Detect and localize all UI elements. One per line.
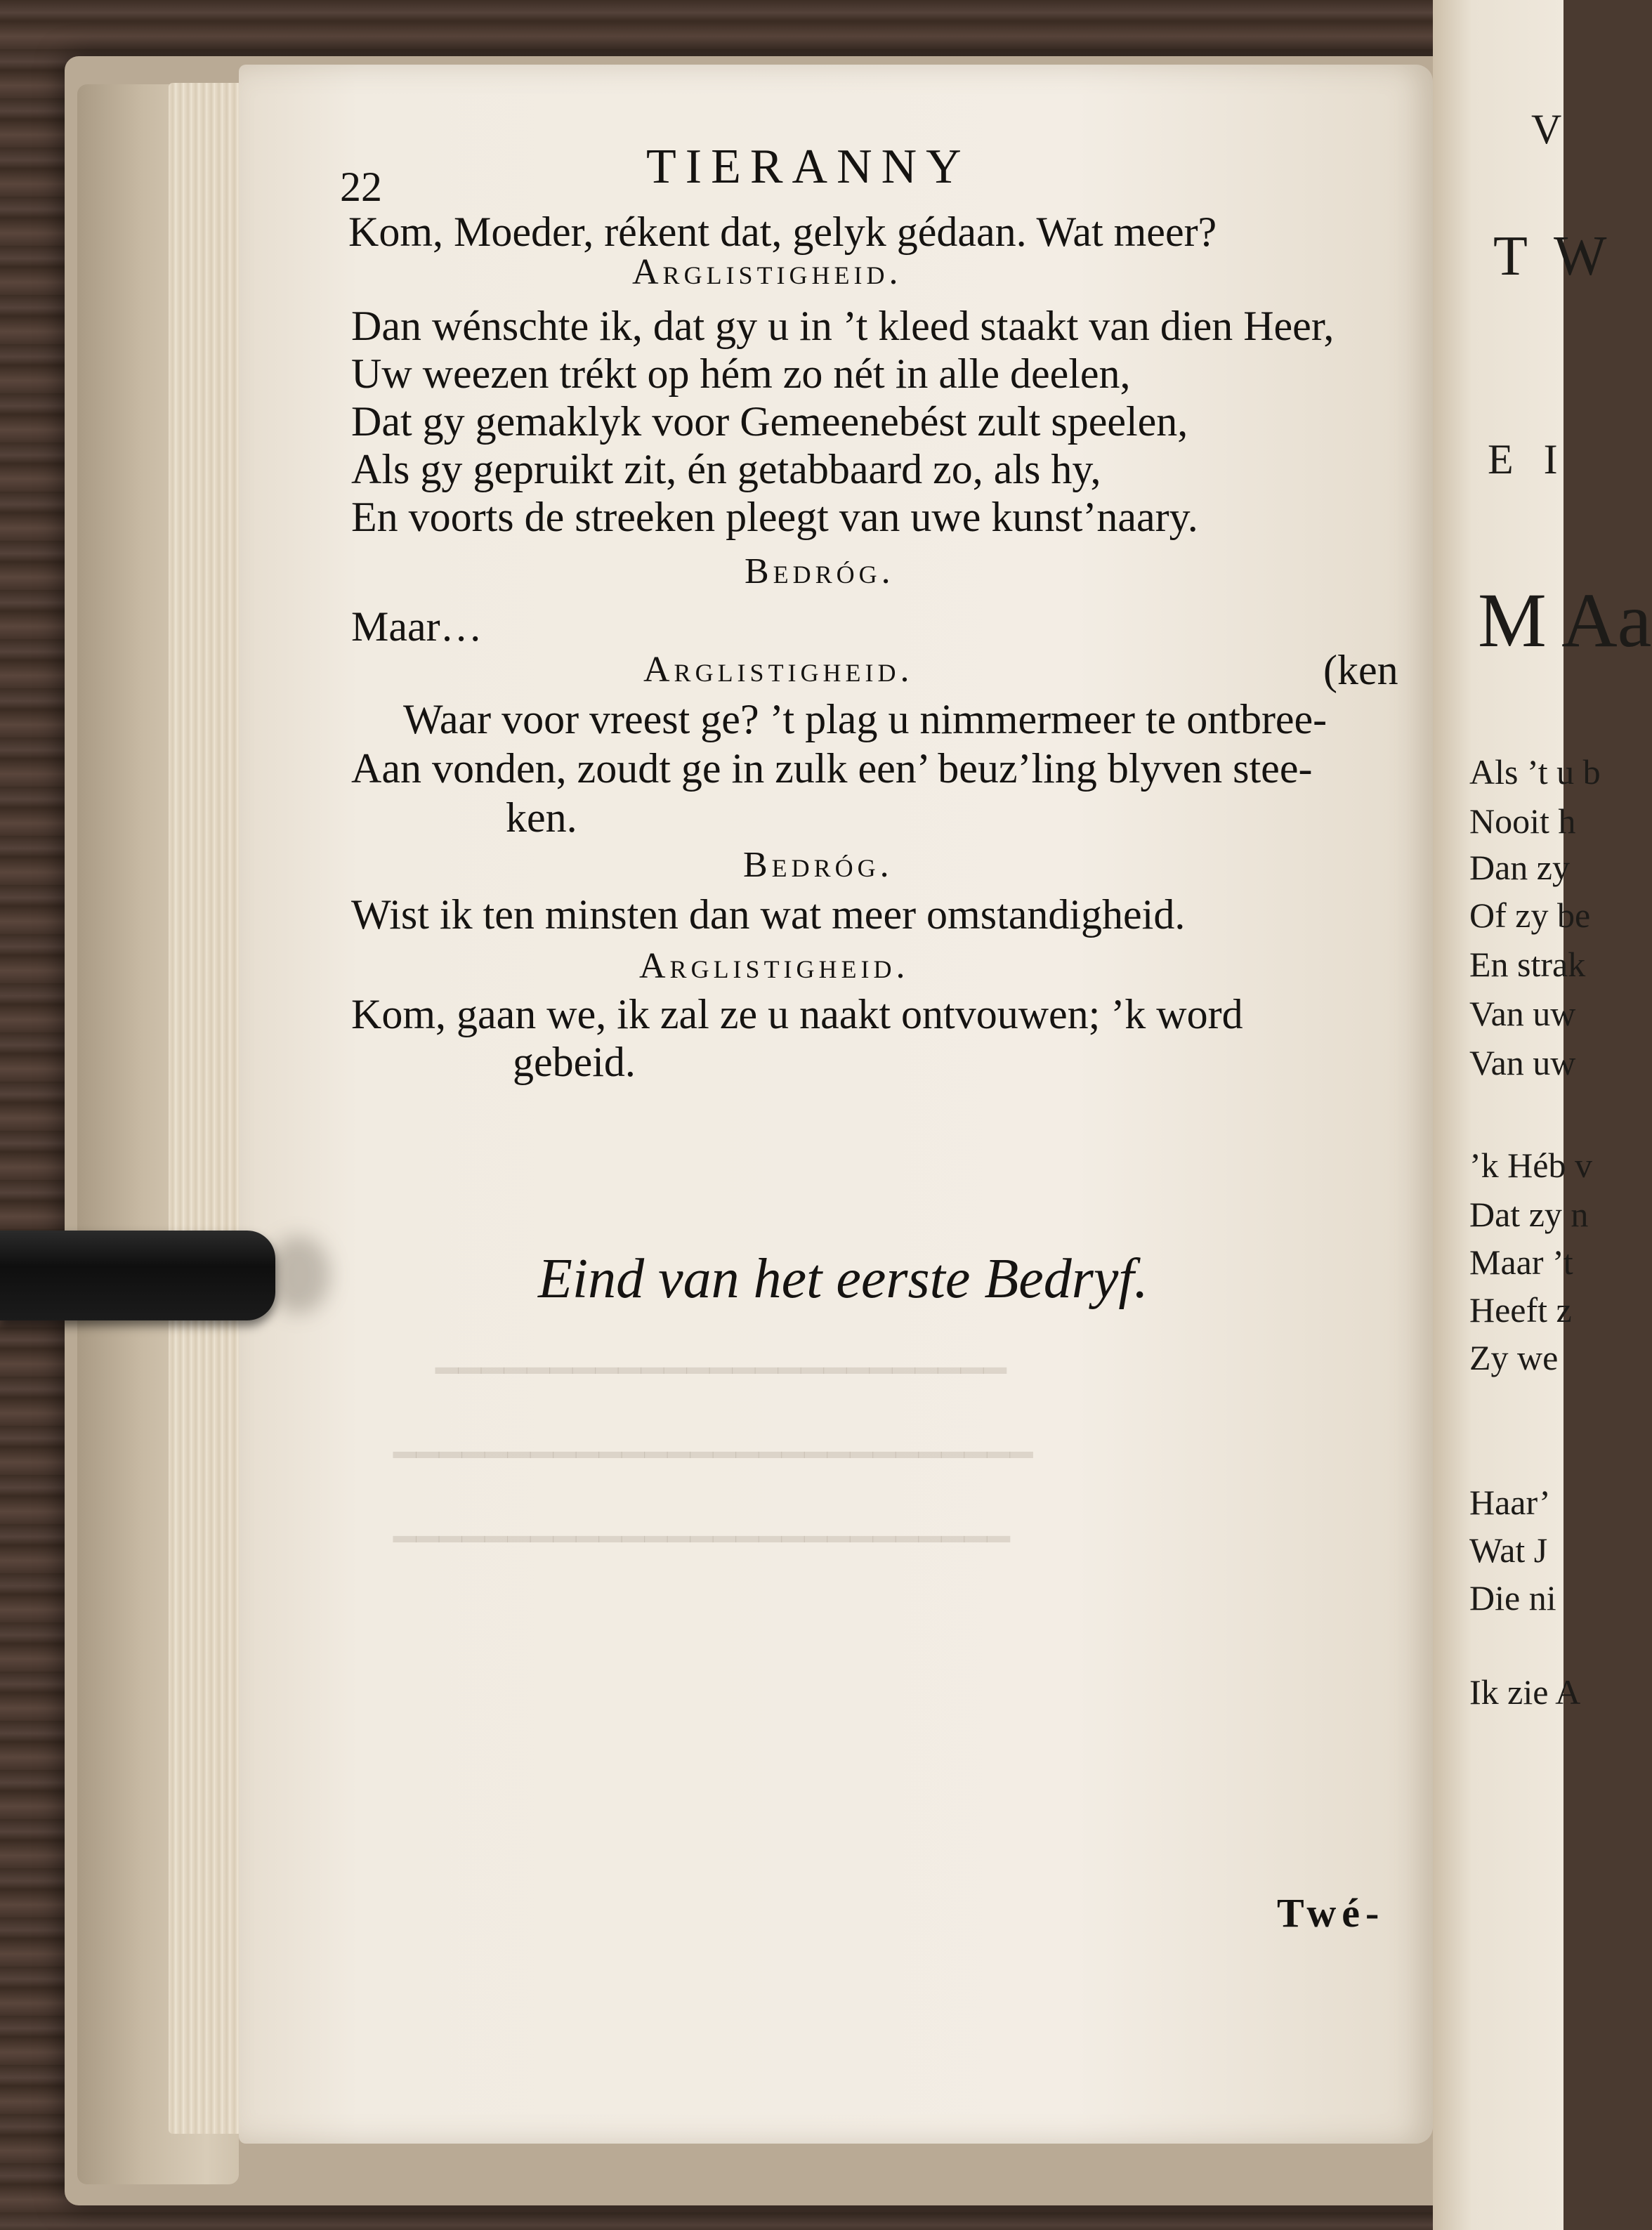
speaker-name: Arglistigheid. (643, 650, 914, 690)
speaker-name: Bedróg. (743, 845, 893, 885)
facing-page-line: E I (1488, 436, 1568, 483)
verse-line: Als gy gepruikt zit, én getabbaard zo, als hy, (351, 446, 1101, 492)
verse-line: Waar voor vreest ge? ’t plag u nimmermeer te ontbree- (403, 696, 1328, 742)
facing-page-line: V (1531, 106, 1562, 152)
facing-page-line: Dat zy n (1469, 1195, 1589, 1234)
verse-line: Kom, gaan we, ik zal ze u naakt ontvouwen; ’k word (351, 991, 1243, 1037)
speaker-name: Arglistigheid. (632, 252, 903, 292)
facing-page-line: Heeft z (1469, 1290, 1572, 1330)
facing-page-line: En strak (1469, 945, 1586, 984)
verse-line: ken. (506, 794, 577, 841)
verse-line: Aan vonden, zoudt ge in zulk een’ beuz’ling blyven stee- (351, 745, 1313, 792)
facing-page-line: Ik zie A (1469, 1672, 1581, 1712)
turnover-text: (ken (1323, 647, 1398, 693)
pencil-shadow (267, 1236, 330, 1313)
running-head: TIERANNY (646, 140, 971, 194)
verse-line: Wist ik ten minsten dan wat meer omstandigheid. (351, 891, 1186, 938)
facing-page-line: M Aa (1478, 577, 1652, 663)
verse-line: En voorts de streeken pleegt van uwe kunst’naary. (351, 494, 1198, 540)
facing-page-line: Dan zy (1469, 848, 1570, 887)
facing-page (1433, 0, 1563, 2230)
pencil-bookmark (0, 1231, 275, 1320)
facing-page-line: Als ’t u b (1469, 752, 1601, 792)
verse-line: Dat gy gemaklyk voor Gemeenebést zult speelen, (351, 398, 1188, 445)
facing-page-line: Wat J (1469, 1530, 1548, 1570)
facing-page-line: Zy we (1469, 1338, 1559, 1377)
facing-page-line: Van uw (1469, 994, 1576, 1033)
verse-line: Kom, Moeder, rékent dat, gelyk gédaan. Wat meer? (348, 209, 1217, 255)
facing-page-line: Maar ’t (1469, 1242, 1573, 1282)
bleed-through: ━━━━━━━━━━━━━━━━━━━━━━━━━━━━ (393, 1434, 1033, 1476)
verse-line: gebeid. (513, 1039, 636, 1085)
facing-page-line: Haar’ (1469, 1483, 1551, 1522)
page-number: 22 (340, 164, 382, 210)
facing-page-line: Van uw (1469, 1043, 1576, 1082)
verse-line: Uw weezen trékt op hém zo nét in alle deelen, (351, 350, 1131, 397)
verse-line: Maar… (351, 603, 483, 650)
end-of-act-heading: Eind van het eerste Bedryf. (538, 1248, 1148, 1310)
catchword: Twé- (1277, 1890, 1385, 1936)
facing-page-line: Nooit h (1469, 801, 1576, 841)
speaker-name: Arglistigheid. (639, 946, 910, 986)
facing-page-line: ’k Héb v (1469, 1146, 1592, 1185)
bleed-through: ━━━━━━━━━━━━━━━━━━━━━━━━━ (435, 1350, 1007, 1392)
facing-page-line: Of zy be (1469, 896, 1591, 935)
bleed-through: ━━━━━━━━━━━━━━━━━━━━━━━━━━━ (393, 1519, 1010, 1561)
verse-line: Dan wénschte ik, dat gy u in ’t kleed staakt van dien Heer, (351, 303, 1335, 349)
speaker-name: Bedróg. (745, 551, 895, 591)
facing-page-line: T W (1493, 225, 1614, 287)
facing-page-line: Die ni (1469, 1578, 1556, 1618)
